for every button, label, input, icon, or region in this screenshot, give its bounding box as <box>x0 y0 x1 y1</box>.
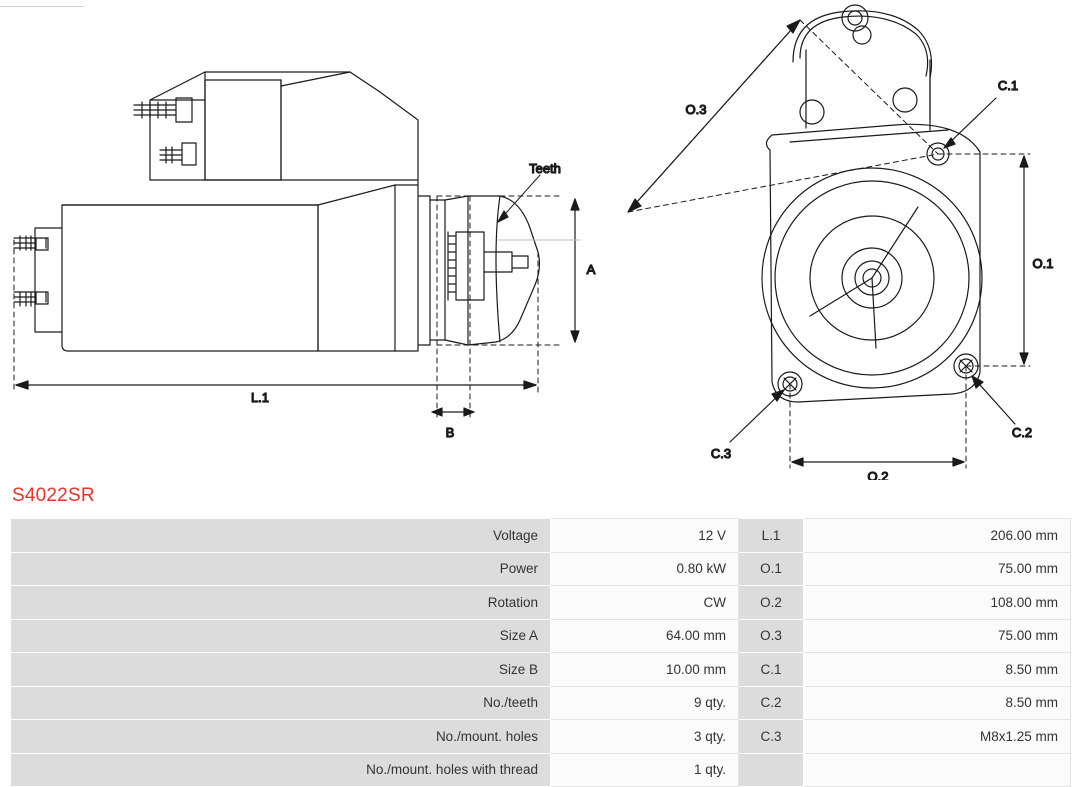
dim-value: 108.00 mm <box>804 586 1071 620</box>
page-title: S4022SR <box>12 485 95 506</box>
dim-label-c3: C.3 <box>710 446 732 461</box>
dim-value: 206.00 mm <box>804 519 1071 553</box>
dim-label-o3: O.3 <box>685 102 707 117</box>
table-row <box>11 686 1071 720</box>
dim-label-c1: C.1 <box>997 78 1019 93</box>
dim-value: M8x1.25 mm <box>804 720 1071 754</box>
callout-c2 <box>972 376 1032 440</box>
dim-label: C.3 <box>739 720 804 754</box>
callout-c1 <box>944 78 1018 148</box>
spec-label: No./mount. holes with thread <box>11 753 551 787</box>
dim-label-empty <box>739 753 804 787</box>
table-row <box>11 519 1071 553</box>
spec-value: 10.00 mm <box>551 653 739 687</box>
dimension-o2 <box>792 458 964 480</box>
table-row <box>11 653 1071 687</box>
specifications-table <box>10 518 1071 787</box>
starter-front-view <box>762 5 982 402</box>
spec-label: Voltage <box>11 519 551 553</box>
dimension-l1 <box>16 381 536 405</box>
callout-c3 <box>711 390 784 461</box>
teeth-callout <box>498 161 561 222</box>
table-row <box>11 619 1071 653</box>
dimension-o1 <box>1020 156 1053 364</box>
dim-label-o2: O.2 <box>867 469 889 480</box>
spec-value: 0.80 kW <box>551 552 739 586</box>
spec-label: Size A <box>11 619 551 653</box>
dimension-a <box>571 199 596 342</box>
starter-side-view <box>14 72 539 351</box>
table-row <box>11 552 1071 586</box>
spec-value: CW <box>551 586 739 620</box>
spec-label: Rotation <box>11 586 551 620</box>
teeth-label: Teeth <box>529 161 561 176</box>
table-row <box>11 720 1071 754</box>
spec-label: No./mount. holes <box>11 720 551 754</box>
spec-value: 9 qty. <box>551 686 739 720</box>
table-row <box>11 753 1071 787</box>
dim-label-b: B <box>445 425 455 440</box>
dim-label: C.2 <box>739 686 804 720</box>
dim-label: O.3 <box>739 619 804 653</box>
dim-value: 75.00 mm <box>804 619 1071 653</box>
table-row <box>11 586 1071 620</box>
dim-label-l1: L.1 <box>250 390 270 405</box>
dim-value-empty <box>804 753 1071 787</box>
spec-label: Size B <box>11 653 551 687</box>
spec-value: 3 qty. <box>551 720 739 754</box>
spec-label: Power <box>11 552 551 586</box>
spec-value: 12 V <box>551 519 739 553</box>
spec-label: No./teeth <box>11 686 551 720</box>
dim-label-o1: O.1 <box>1032 256 1054 271</box>
dim-label: C.1 <box>739 653 804 687</box>
spec-value: 64.00 mm <box>551 619 739 653</box>
dimension-o3 <box>628 20 800 212</box>
dim-label: O.1 <box>739 552 804 586</box>
dim-label-c2: C.2 <box>1011 425 1033 440</box>
dim-value: 75.00 mm <box>804 552 1071 586</box>
dim-label: L.1 <box>739 519 804 553</box>
dim-value: 8.50 mm <box>804 653 1071 687</box>
dim-label: O.2 <box>739 586 804 620</box>
dim-value: 8.50 mm <box>804 686 1071 720</box>
dim-label-a: A <box>586 262 596 277</box>
spec-value: 1 qty. <box>551 753 739 787</box>
dimension-b <box>432 408 474 440</box>
